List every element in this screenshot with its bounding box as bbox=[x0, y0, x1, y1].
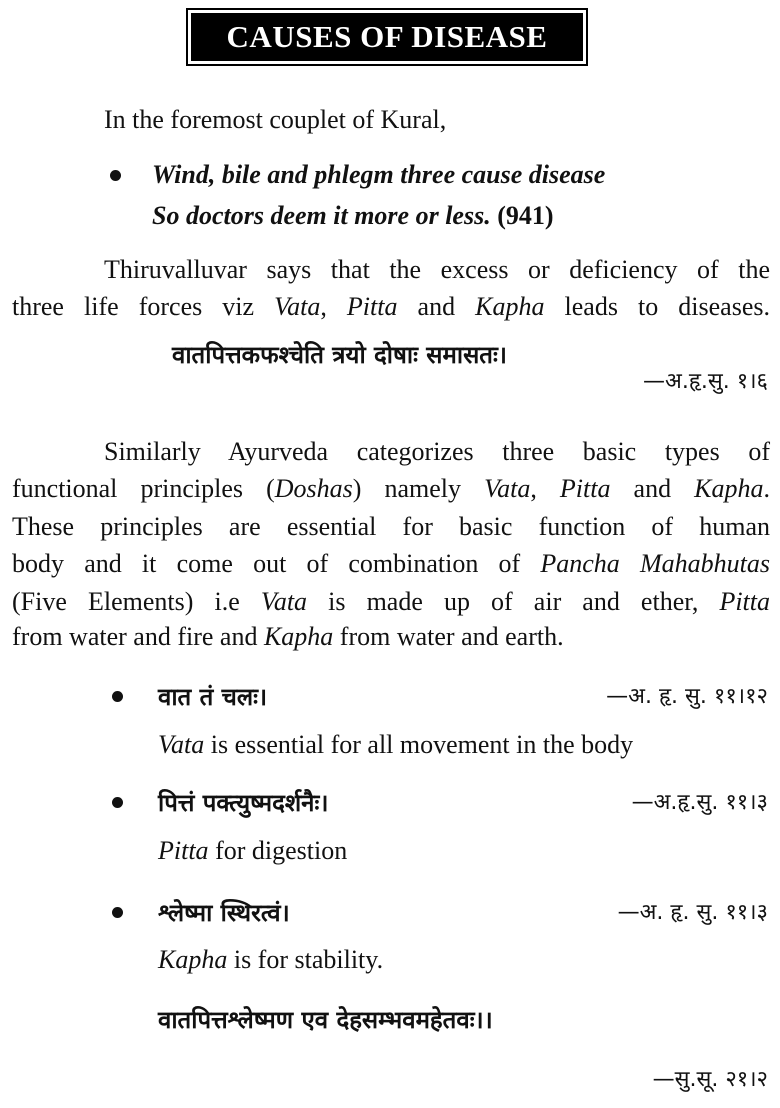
page-title: CAUSES OF DISEASE bbox=[191, 13, 583, 61]
text: , bbox=[320, 292, 347, 321]
text: from water and fire and bbox=[12, 622, 264, 651]
text: functional principles ( bbox=[12, 474, 275, 503]
term: Vata bbox=[158, 730, 205, 759]
text: and bbox=[610, 474, 695, 503]
term-kapha: Kapha bbox=[263, 622, 334, 651]
text: ) namely bbox=[352, 474, 485, 503]
couplet-line-2-text: So doctors deem it more or less. bbox=[152, 201, 491, 230]
text: and bbox=[397, 292, 476, 321]
sanskrit-verse-1: वातपित्तकफश्चेति त्रयो दोषाः समासतः। bbox=[172, 341, 507, 369]
item-ref: —अ. हृ. सु. ११।१२ bbox=[606, 684, 768, 709]
couplet-line-2 bbox=[152, 199, 554, 233]
term-pitta: Pitta bbox=[559, 474, 611, 503]
sanskrit-verse-2-ref: —सु.सू. २१।२ bbox=[652, 1067, 768, 1092]
text: for digestion bbox=[208, 836, 348, 865]
bullet-icon bbox=[110, 170, 121, 181]
term-kapha: Kapha bbox=[475, 292, 545, 321]
title-box bbox=[186, 8, 588, 66]
term-vata: Vata bbox=[484, 474, 531, 503]
para2-line-4 bbox=[12, 547, 770, 581]
para2-line-5 bbox=[12, 585, 770, 619]
text: (Five Elements) i.e bbox=[12, 587, 261, 616]
item-ref: —अ.हृ.सु. ११।३ bbox=[631, 790, 768, 815]
term-pancha-mahabhutas: Pancha Mahabhutas bbox=[540, 549, 770, 578]
term-vata: Vata bbox=[260, 587, 308, 616]
text: body and it come out of combination of bbox=[12, 549, 541, 578]
para2-line-3: These principles are essential for basic function of human bbox=[12, 512, 770, 541]
text: , bbox=[530, 474, 560, 503]
term-kapha: Kapha bbox=[694, 474, 764, 503]
para2-line-6 bbox=[12, 620, 564, 654]
item-description bbox=[158, 834, 347, 868]
text: is made up of air and ether, bbox=[307, 587, 720, 616]
para1-line-1: Thiruvalluvar says that the excess or deficiency of the bbox=[104, 255, 770, 284]
text: from water and earth. bbox=[333, 622, 564, 651]
bullet-icon bbox=[112, 907, 123, 918]
text: three life forces viz bbox=[12, 292, 275, 321]
item-description bbox=[158, 943, 383, 977]
para2-line-1: Similarly Ayurveda categorizes three basic types of bbox=[104, 437, 770, 466]
intro-text: In the foremost couplet of Kural, bbox=[104, 105, 447, 134]
para2-line-2 bbox=[12, 472, 770, 506]
text: . bbox=[763, 474, 771, 503]
term-pitta: Pitta bbox=[719, 587, 771, 616]
sanskrit-verse-1-ref: —अ.हृ.सु. १।६ bbox=[643, 369, 768, 394]
term: Pitta bbox=[158, 836, 209, 865]
text: leads to diseases. bbox=[544, 292, 771, 321]
term-vata: Vata bbox=[274, 292, 321, 321]
text: is for stability. bbox=[227, 945, 384, 974]
term-doshas: Doshas bbox=[274, 474, 353, 503]
item-ref: —अ. हृ. सु. ११।३ bbox=[617, 900, 768, 925]
term-pitta: Pitta bbox=[346, 292, 398, 321]
couplet-line-1: Wind, bile and phlegm three cause disease bbox=[152, 160, 606, 189]
term: Kapha bbox=[158, 945, 228, 974]
sanskrit-verse-2: वातपित्तश्लेष्मण एव देहसम्भवमहेतवः।। bbox=[158, 1006, 493, 1034]
item-sanskrit: पित्तं पक्त्युष्मदर्शनैः। bbox=[158, 789, 329, 817]
item-sanskrit: वात तं चलः। bbox=[158, 683, 268, 711]
para1-line-2 bbox=[12, 290, 770, 324]
bullet-icon bbox=[112, 797, 123, 808]
item-sanskrit: श्लेष्मा स्थिरत्वं। bbox=[158, 899, 290, 927]
item-description bbox=[158, 728, 633, 762]
couplet-ref: (941) bbox=[497, 201, 554, 230]
bullet-icon bbox=[112, 691, 123, 702]
text: is essential for all movement in the body bbox=[204, 730, 634, 759]
